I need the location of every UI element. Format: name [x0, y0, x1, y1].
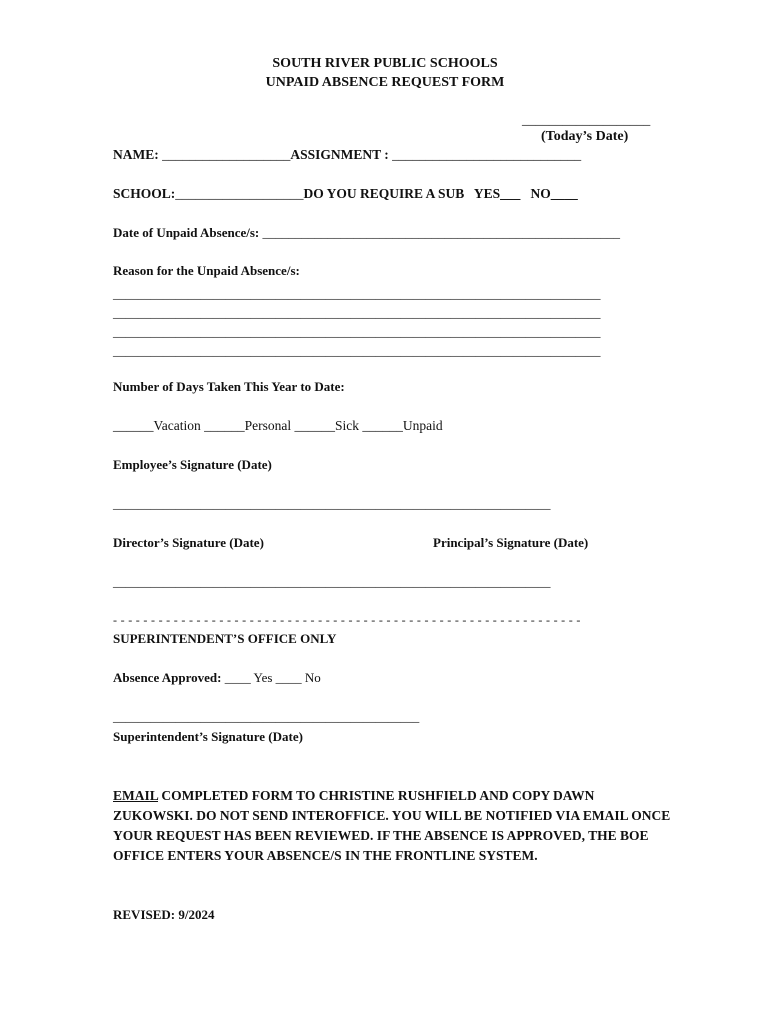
email-link-text[interactable]: EMAIL	[113, 788, 159, 803]
absence-dates-field[interactable]: _______________________________________________________	[262, 225, 621, 240]
school-sub-row	[113, 186, 578, 202]
name-assignment-row	[113, 147, 581, 163]
absence-dates-label: Date of Unpaid Absence/s:	[113, 225, 263, 240]
reason-line[interactable]: ______________________________________________________________________________	[113, 325, 601, 339]
assignment-field[interactable]: ____________________________	[392, 147, 582, 162]
sub-required-question[interactable]: DO YOU REQUIRE A SUB YES___ NO____	[303, 186, 578, 201]
instructions-text: COMPLETED FORM TO CHRISTINE RUSHFIELD AND COPY DAWN ZUKOWSKI. DO NOT SEND INTEROFFICE. YOU WILL BE NOTIFIED VIA EMAIL ONCE YOUR REQUEST HAS BEEN REVIEWED. IF THE ABSENCE IS APPROVED, THE BOE OFFICE ENTERS YOUR ABSENCE/S IN THE FRONTLINE SYSTEM.	[113, 788, 671, 863]
reason-line[interactable]: ______________________________________________________________________________	[113, 306, 601, 320]
revision-date: REVISED: 9/2024	[113, 907, 215, 922]
school-district-title: SOUTH RIVER PUBLIC SCHOOLS	[272, 56, 498, 71]
director-principal-signature-line[interactable]: ______________________________________________________________________	[113, 575, 551, 589]
superintendent-signature-line[interactable]: _________________________________________________	[113, 710, 420, 724]
superintendent-signature-label: Superintendent’s Signature (Date)	[113, 729, 303, 744]
absence-dates-row	[113, 225, 620, 241]
todays-date-label: (Today’s Date)	[541, 129, 629, 144]
days-taken-label: Number of Days Taken This Year to Date:	[113, 379, 345, 394]
date-blank[interactable]: ___________________	[522, 112, 651, 127]
reason-line[interactable]: ______________________________________________________________________________	[113, 287, 601, 301]
assignment-label: ASSIGNMENT :	[290, 147, 393, 162]
form-title: UNPAID ABSENCE REQUEST FORM	[265, 75, 505, 90]
principal-signature-label: Principal’s Signature (Date)	[433, 535, 589, 550]
employee-signature-label: Employee’s Signature (Date)	[113, 457, 272, 472]
absence-approved-label: Absence Approved:	[113, 670, 225, 685]
absence-approved-options[interactable]: ____ Yes ____ No	[224, 670, 321, 685]
days-taken-fields[interactable]: ______Vacation ______Personal ______Sick ______Unpaid	[113, 418, 443, 433]
absence-approved-row	[113, 670, 321, 686]
superintendent-office-title: SUPERINTENDENT’S OFFICE ONLY	[113, 631, 337, 646]
submission-instructions	[113, 786, 673, 866]
school-field[interactable]: ___________________	[175, 186, 304, 201]
name-field[interactable]: ___________________	[162, 147, 291, 162]
name-label: NAME:	[113, 147, 163, 162]
employee-signature-line[interactable]: ______________________________________________________________________	[113, 497, 551, 511]
school-label: SCHOOL:	[113, 186, 176, 201]
reason-label: Reason for the Unpaid Absence/s:	[113, 263, 300, 278]
director-signature-label: Director’s Signature (Date)	[113, 535, 264, 550]
reason-line[interactable]: ______________________________________________________________________________	[113, 344, 601, 358]
section-divider: - - - - - - - - - - - - - - - - - - - - - - - - - - - - - - - - - - - - - - - - - - - - - - - - - - - - - - - - - - - - - -	[113, 613, 581, 627]
